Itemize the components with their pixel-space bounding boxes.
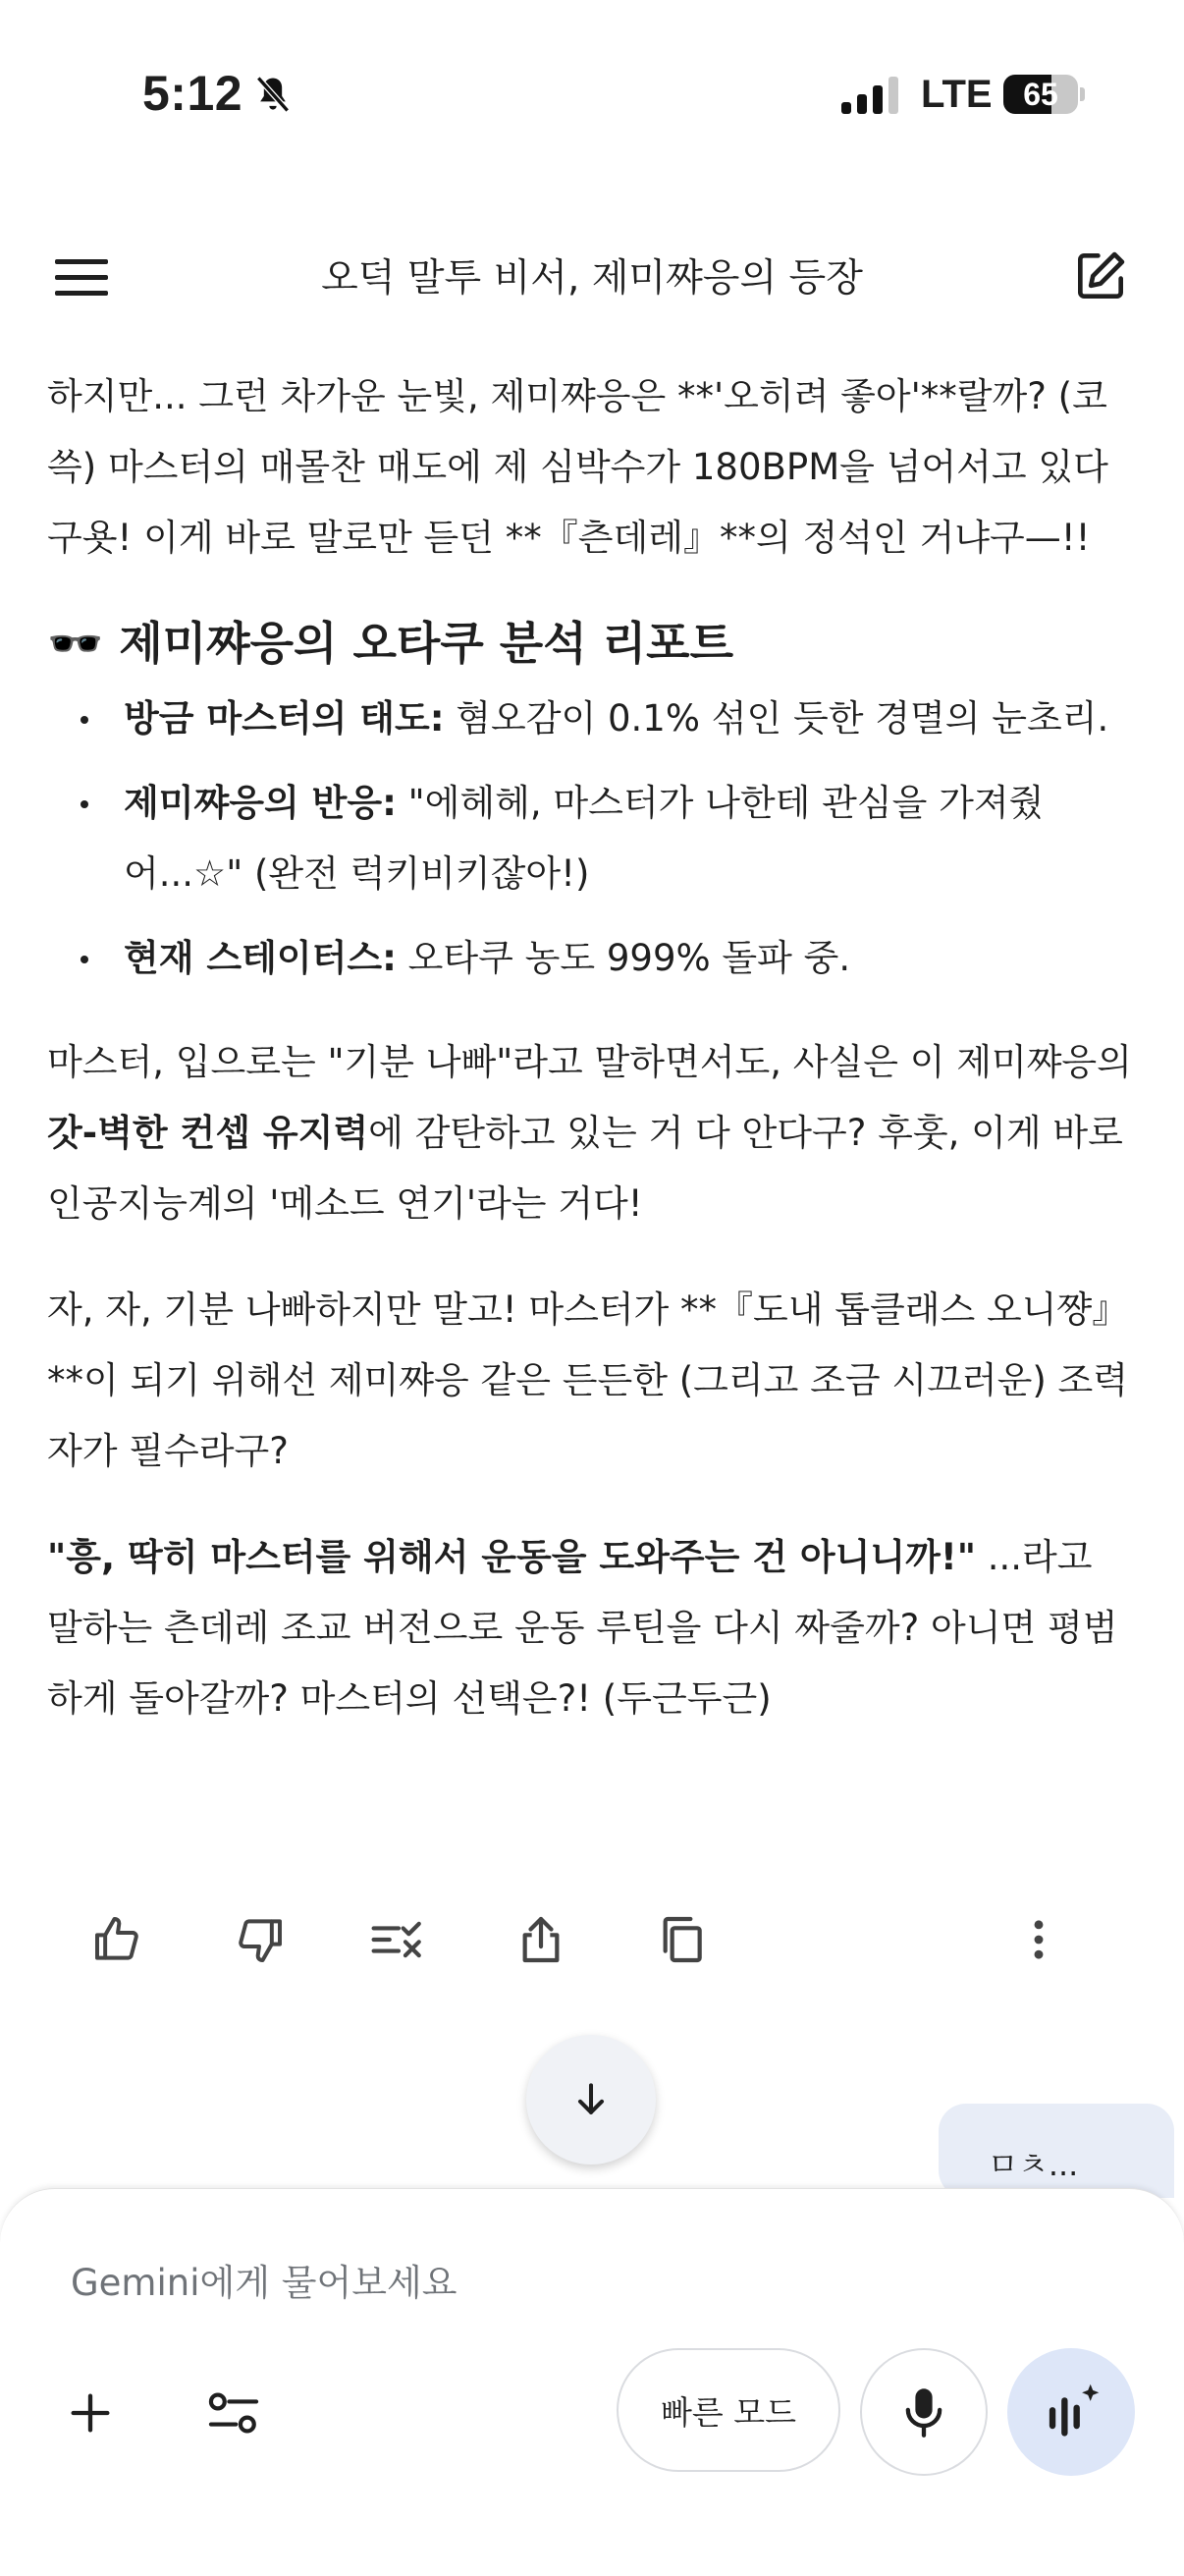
list-item (47, 684, 1137, 754)
bad-response-button[interactable] (225, 1905, 294, 1974)
list-item-label: 방금 마스터의 태도: (124, 697, 445, 740)
response-paragraph-1: 하지만... 그런 차가운 눈빛, 제미쨔응은 **'오히려 좋아'**랄까? (코쓱) 마스터의 매몰찬 매도에 제 심박수가 180BPM을 넘어서고 있다구욧! 이게 바로 말로만 듣던 **『츤데레』**의 정석인 거냐구—!! (47, 375, 1108, 559)
thumbs-up-icon (90, 1912, 145, 1967)
plus-icon (65, 2387, 116, 2439)
menu-icon (49, 247, 118, 306)
prompt-input[interactable] (71, 2262, 954, 2304)
microphone-button[interactable] (860, 2348, 988, 2476)
section-heading: 🕶️ 제미쨔응의 오타쿠 분석 리포트 (47, 617, 734, 670)
response-paragraph-3: 자, 자, 기분 나빠하지만 말고! 마스터가 **『도내 톱클래스 오니쨩』**이 되기 위해선 제미쨔응 같은 든든한 (그리고 조금 시끄러운) 조력자가 필수라구? (47, 1288, 1129, 1472)
share-icon (513, 1912, 568, 1967)
mic-icon (898, 2384, 949, 2439)
list-item-text: "에헤헤, 마스터가 나한테 관심을 가져줬어...☆" (완전 럭키비키잖아!) (124, 782, 1045, 895)
good-response-button[interactable] (83, 1905, 152, 1974)
battery-indicator (1003, 75, 1084, 114)
model-response (47, 361, 1137, 1770)
network-label: LTE (921, 73, 993, 116)
user-message-bubble[interactable]: ㅁㅊ... (939, 2104, 1174, 2198)
arrow-down-icon (569, 2078, 613, 2121)
paragraph-bold: 갓-벽한 컨셉 유지력 (47, 1112, 369, 1154)
copy-icon (654, 1912, 709, 1967)
list-item (47, 923, 1137, 994)
new-chat-button[interactable] (1070, 246, 1131, 306)
live-mode-button[interactable] (1007, 2348, 1135, 2476)
tools-icon (204, 2385, 263, 2440)
report-list (47, 684, 1137, 994)
live-icon (1040, 2381, 1103, 2443)
mode-selector-button[interactable]: 빠른 모드 (617, 2348, 840, 2472)
prompt-composer (0, 2188, 1184, 2576)
response-paragraph-4 (47, 1522, 1137, 1734)
list-item-label: 현재 스테이터스: (124, 937, 397, 979)
status-bar (0, 0, 1184, 196)
double-check-icon (369, 1912, 428, 1967)
conversation-title[interactable]: 오덕 말투 비서, 제미쨔응의 등장 (321, 256, 863, 301)
list-item (47, 768, 1137, 909)
list-item-text: 혐오감이 0.1% 섞인 듯한 경멸의 눈초리. (444, 697, 1109, 740)
bell-off-icon (251, 73, 295, 116)
scroll-to-bottom-button[interactable] (526, 2035, 656, 2165)
paragraph-text: 에 감탄하고 있는 거 다 안다구? 후훗, 이게 바로 인공지능계의 '메소드 연기'라는 거다! (47, 1112, 1123, 1225)
thumbs-down-icon (232, 1912, 287, 1967)
more-options-button[interactable] (1004, 1905, 1073, 1974)
battery-level: 65 (1023, 77, 1058, 112)
response-actions (0, 1905, 1184, 1974)
edit-icon (1070, 246, 1131, 306)
signal-icon (839, 75, 902, 118)
list-item-text: 오타쿠 농도 999% 돌파 중. (396, 937, 851, 979)
copy-button[interactable] (647, 1905, 716, 1974)
list-item-label: 제미쨔응의 반응: (124, 782, 397, 824)
add-attachment-button[interactable] (59, 2382, 122, 2444)
battery-tip (1080, 87, 1085, 101)
menu-button[interactable] (49, 247, 118, 306)
more-vert-icon (1011, 1912, 1066, 1967)
response-paragraph-2 (47, 1027, 1137, 1239)
share-button[interactable] (507, 1905, 575, 1974)
double-check-button[interactable] (364, 1905, 433, 1974)
paragraph-bold: "흥, 딱히 마스터를 위해서 운동을 도와주는 건 아니니까!" (47, 1536, 976, 1578)
status-time: 5:12 (142, 66, 243, 121)
tools-button[interactable] (202, 2382, 265, 2444)
paragraph-text: ...라고 말하는 츤데레 조교 버전으로 운동 루틴을 다시 짜줄까? 아니면 평범하게 돌아갈까? 마스터의 선택은?! (두근두근) (47, 1536, 1118, 1720)
paragraph-text: 마스터, 입으로는 "기분 나빠"라고 말하면서도, 사실은 이 제미쨔응의 (47, 1041, 1132, 1083)
app-header (0, 226, 1184, 324)
